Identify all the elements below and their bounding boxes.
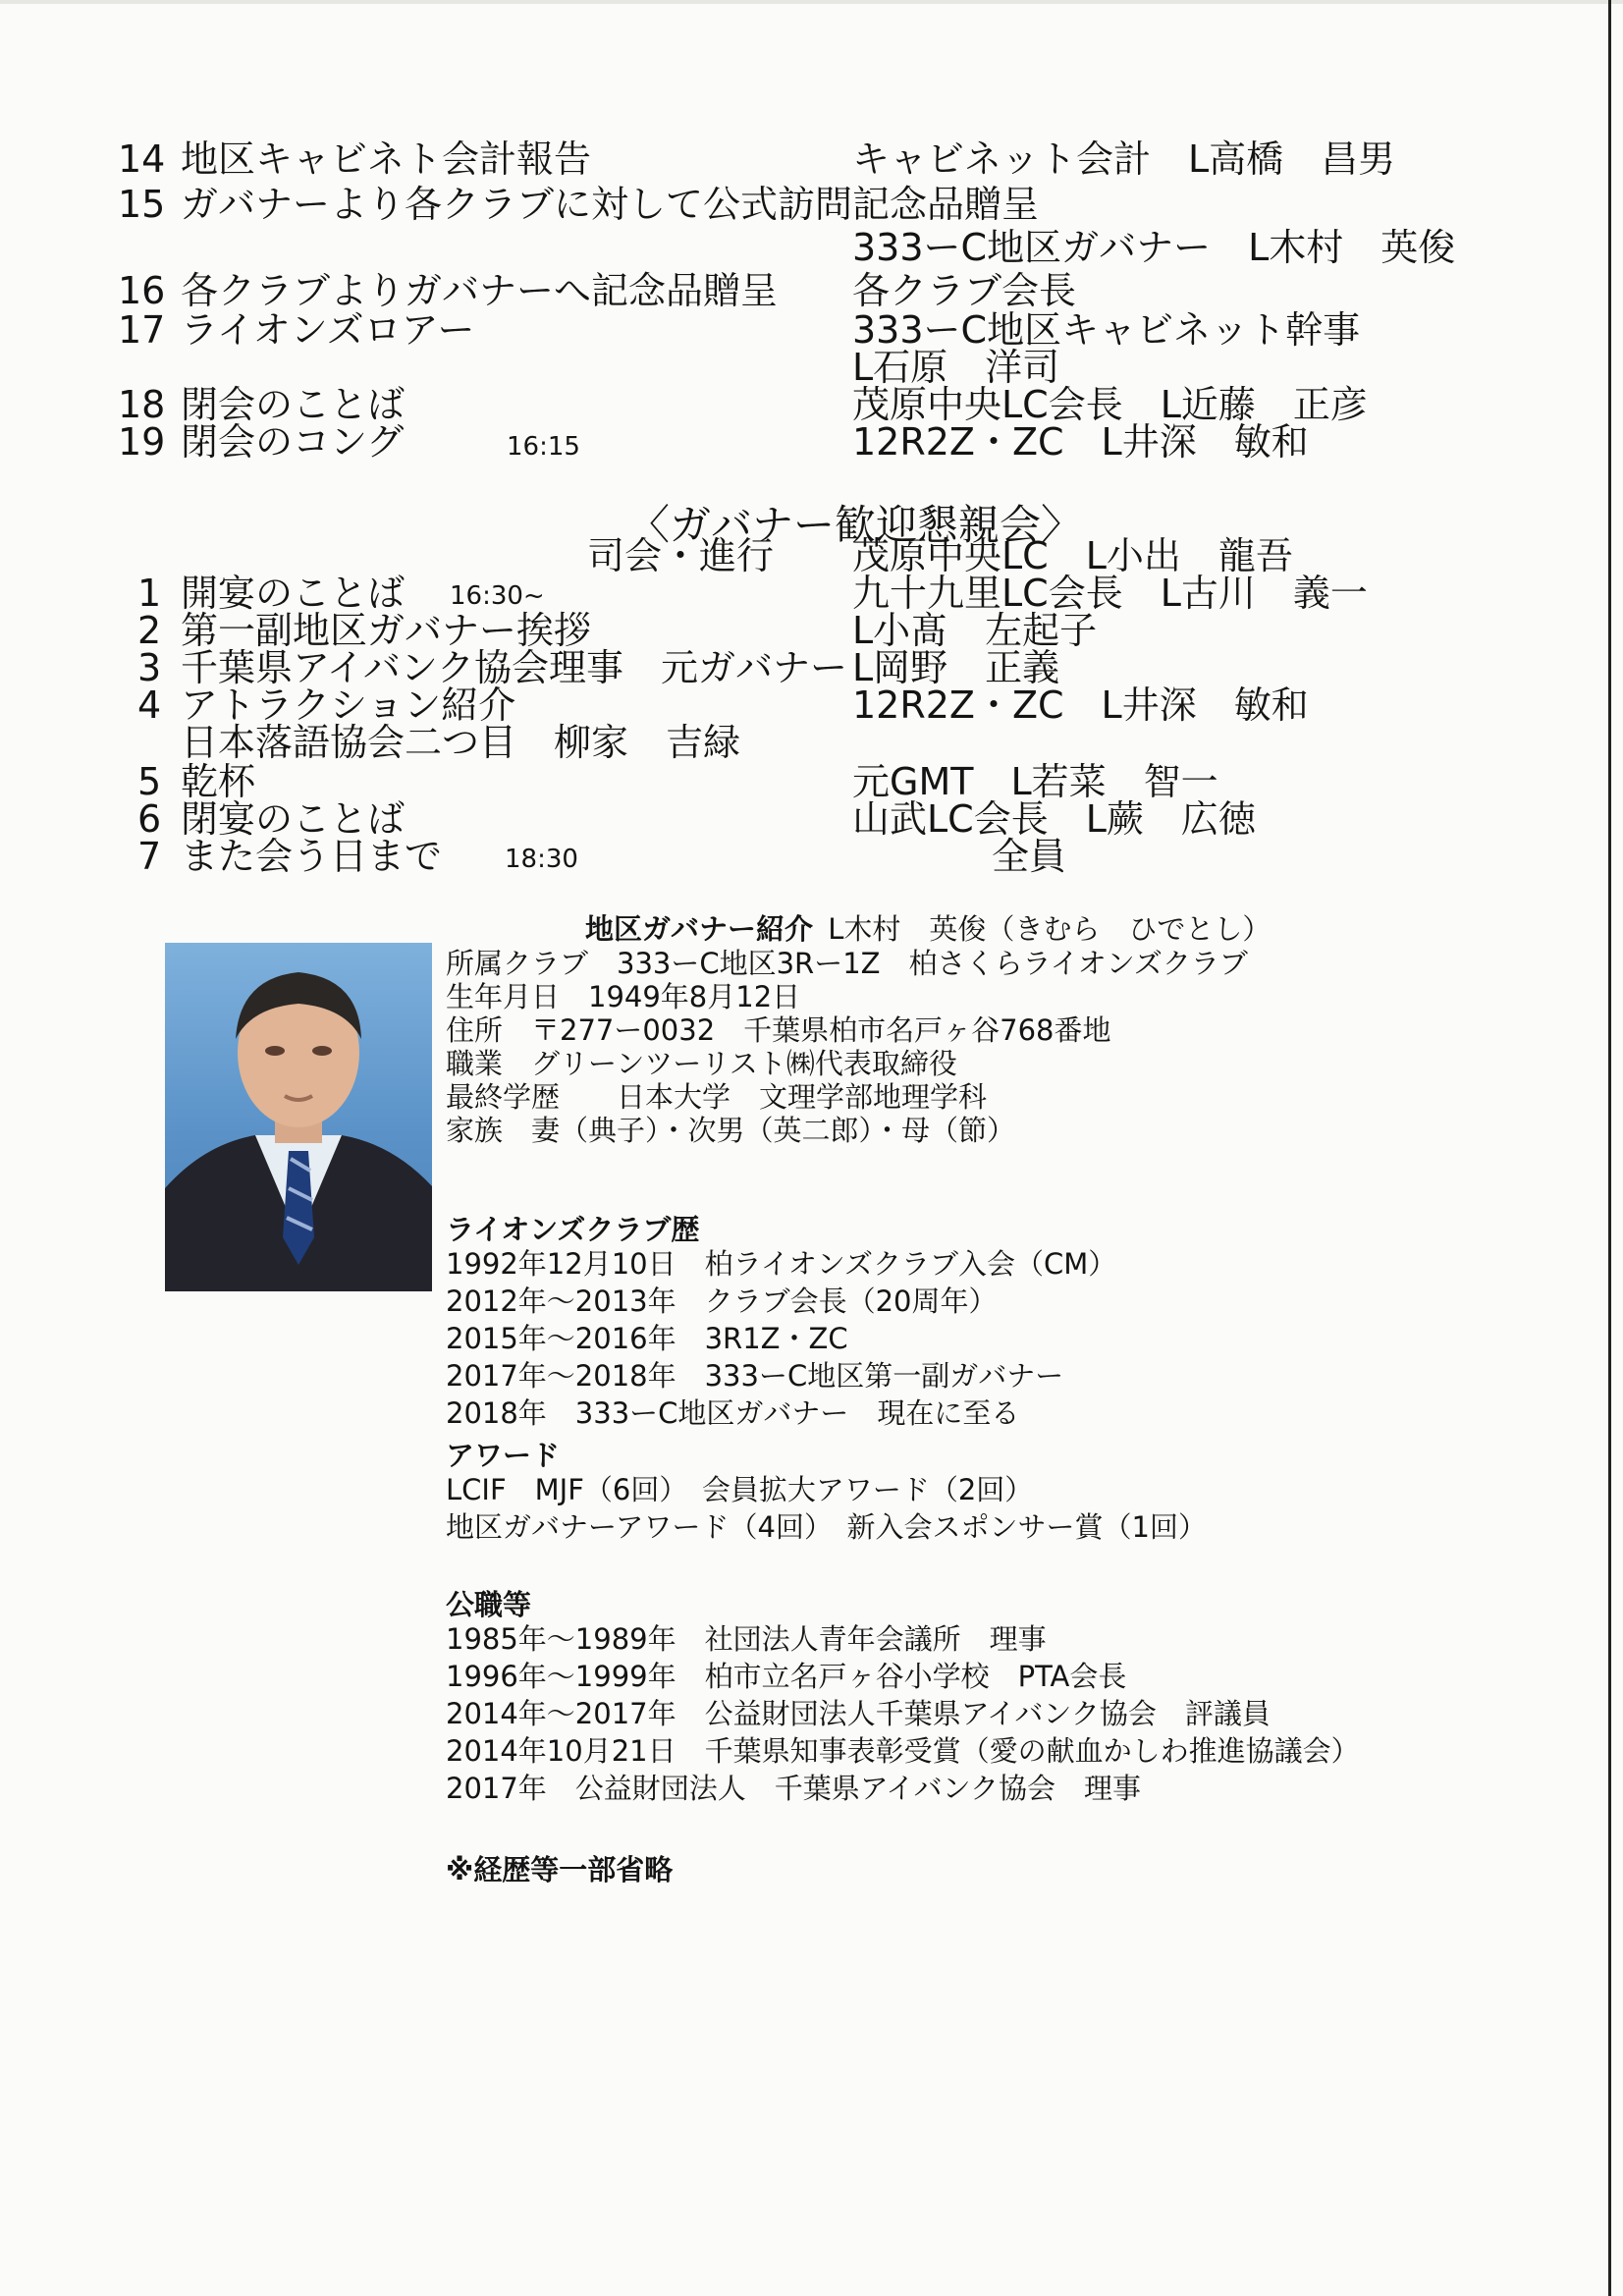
banquet-item-title: 千葉県アイバンク協会理事 元ガバナー bbox=[181, 646, 848, 689]
scan-edge bbox=[0, 0, 1623, 4]
banquet-presenter: 九十九里LC会長 L古川 義一 bbox=[852, 572, 1368, 615]
program-number: 16 bbox=[118, 269, 166, 312]
program-time: 16:15 bbox=[507, 432, 580, 462]
banquet-number: 4 bbox=[137, 683, 162, 727]
public-post-item: 1985年～1989年 社団法人青年会議所 理事 bbox=[446, 1622, 1047, 1656]
program-title: 各クラブよりガバナーへ記念品贈呈 bbox=[181, 269, 779, 312]
program-title: 地区キャビネト会計報告 bbox=[181, 137, 592, 181]
profile-heading-name: L木村 英俊（きむら ひでとし） bbox=[828, 912, 1271, 946]
banquet-item-title: 第一副地区ガバナー挨拶 bbox=[181, 609, 592, 652]
program-presenter-name: L石原 洋司 bbox=[852, 346, 1060, 389]
program-presenter: 12R2Z・ZC L井深 敏和 bbox=[852, 420, 1309, 464]
award-heading: アワード bbox=[446, 1439, 561, 1472]
award-item: 地区ガバナーアワード（4回） 新入会スポンサー賞（1回） bbox=[446, 1510, 1207, 1544]
banquet-item-title: 乾杯 bbox=[181, 760, 256, 803]
lions-history-heading: ライオンズクラブ歴 bbox=[446, 1213, 700, 1246]
banquet-number: 3 bbox=[137, 646, 162, 689]
banquet-title: 〈ガバナー歓迎懇親会〉 bbox=[628, 501, 1083, 549]
banquet-item-subtitle: 日本落語協会二つ目 柳家 吉緑 bbox=[181, 721, 741, 764]
banquet-presenter: L岡野 正義 bbox=[852, 646, 1060, 689]
profile-heading bbox=[585, 907, 1271, 948]
public-post-item: 2014年～2017年 公益財団法人千葉県アイバンク協会 評議員 bbox=[446, 1697, 1271, 1730]
program-presenter: 333ーC地区ガバナー L木村 英俊 bbox=[852, 226, 1456, 269]
lions-history-list bbox=[446, 1245, 1116, 1432]
profile-address: 住所 〒277ー0032 千葉県柏市名戸ヶ谷768番地 bbox=[446, 1013, 1111, 1047]
program-presenter: 茂原中央LC会長 L近藤 正彦 bbox=[852, 383, 1368, 426]
banquet-number: 5 bbox=[137, 760, 162, 803]
program-title: 閉会のことば bbox=[181, 383, 406, 426]
profile-occupation: 職業 グリーンツーリスト㈱代表取締役 bbox=[446, 1047, 957, 1080]
banquet-item-title: 閉宴のことば bbox=[181, 797, 406, 841]
program-number: 14 bbox=[118, 137, 166, 181]
lions-history-item: 2018年 333ーC地区ガバナー 現在に至る bbox=[446, 1396, 1020, 1430]
public-posts-heading: 公職等 bbox=[446, 1588, 532, 1621]
omission-note: ※経歴等一部省略 bbox=[446, 1853, 674, 1886]
mc-name: 茂原中央LC L小出 龍吾 bbox=[852, 534, 1293, 577]
mc-label: 司会・進行 bbox=[587, 534, 775, 577]
banquet-number: 1 bbox=[137, 572, 162, 615]
governor-photo bbox=[165, 943, 432, 1291]
profile-details bbox=[446, 947, 1248, 1147]
award-item: LCIF MJF（6回） 会員拡大アワード（2回） bbox=[446, 1473, 1034, 1506]
profile-club: 所属クラブ 333ーC地区3Rー1Z 柏さくらライオンズクラブ bbox=[446, 947, 1248, 980]
lions-history-item: 1992年12月10日 柏ライオンズクラブ入会（CM） bbox=[446, 1247, 1117, 1281]
banquet-number: 2 bbox=[137, 609, 162, 652]
profile-heading-label: 地区ガバナー紹介 bbox=[585, 912, 814, 946]
program-number: 18 bbox=[118, 383, 166, 426]
banquet-presenter: 元GMT L若菜 智一 bbox=[852, 760, 1218, 803]
public-posts-list bbox=[446, 1620, 1360, 1807]
banquet-time: 16:30~ bbox=[450, 581, 545, 611]
banquet-time: 18:30 bbox=[505, 845, 578, 874]
banquet-number: 7 bbox=[137, 835, 162, 878]
portrait-illustration bbox=[165, 943, 432, 1291]
public-post-item: 2017年 公益財団法人 千葉県アイバンク協会 理事 bbox=[446, 1772, 1142, 1805]
profile-birthdate: 生年月日 1949年8月12日 bbox=[446, 980, 801, 1013]
program-presenter: 各クラブ会長 bbox=[852, 269, 1077, 312]
award-list bbox=[446, 1471, 1207, 1546]
banquet-item-title: アトラクション紹介 bbox=[181, 683, 516, 727]
program-number: 17 bbox=[118, 308, 166, 352]
program-presenter: キャビネット会計 L高橋 昌男 bbox=[852, 137, 1396, 181]
banquet-presenter: L小髙 左起子 bbox=[852, 609, 1098, 652]
program-title: ガバナーより各クラブに対して公式訪問記念品贈呈 bbox=[181, 183, 1040, 226]
program-title: ライオンズロアー bbox=[181, 308, 475, 352]
banquet-item-title: また会う日まで bbox=[181, 835, 443, 878]
page-right-border bbox=[1608, 0, 1611, 2296]
public-post-item: 2014年10月21日 千葉県知事表彰受賞（愛の献血かしわ推進協議会） bbox=[446, 1734, 1360, 1768]
banquet-item-title: 開宴のことば bbox=[181, 572, 406, 615]
banquet-presenter: 全員 bbox=[992, 835, 1067, 878]
program-number: 15 bbox=[118, 183, 166, 226]
program-presenter: 333ーC地区キャビネット幹事 bbox=[852, 308, 1361, 352]
program-title: 閉会のコング bbox=[181, 420, 405, 464]
lions-history-item: 2012年～2013年 クラブ会長（20周年） bbox=[446, 1285, 998, 1318]
lions-history-item: 2015年～2016年 3R1Z・ZC bbox=[446, 1322, 848, 1355]
banquet-presenter: 山武LC会長 L蕨 広徳 bbox=[852, 797, 1256, 841]
banquet-number: 6 bbox=[137, 797, 162, 841]
banquet-presenter: 12R2Z・ZC L井深 敏和 bbox=[852, 683, 1309, 727]
profile-family: 家族 妻（典子）・次男（英二郎）・母（節） bbox=[446, 1114, 1016, 1147]
lions-history-item: 2017年～2018年 333ーC地区第一副ガバナー bbox=[446, 1359, 1064, 1393]
profile-education: 最終学歴 日本大学 文理学部地理学科 bbox=[446, 1080, 988, 1114]
program-number: 19 bbox=[118, 420, 166, 464]
public-post-item: 1996年～1999年 柏市立名戸ヶ谷小学校 PTA会長 bbox=[446, 1660, 1127, 1693]
